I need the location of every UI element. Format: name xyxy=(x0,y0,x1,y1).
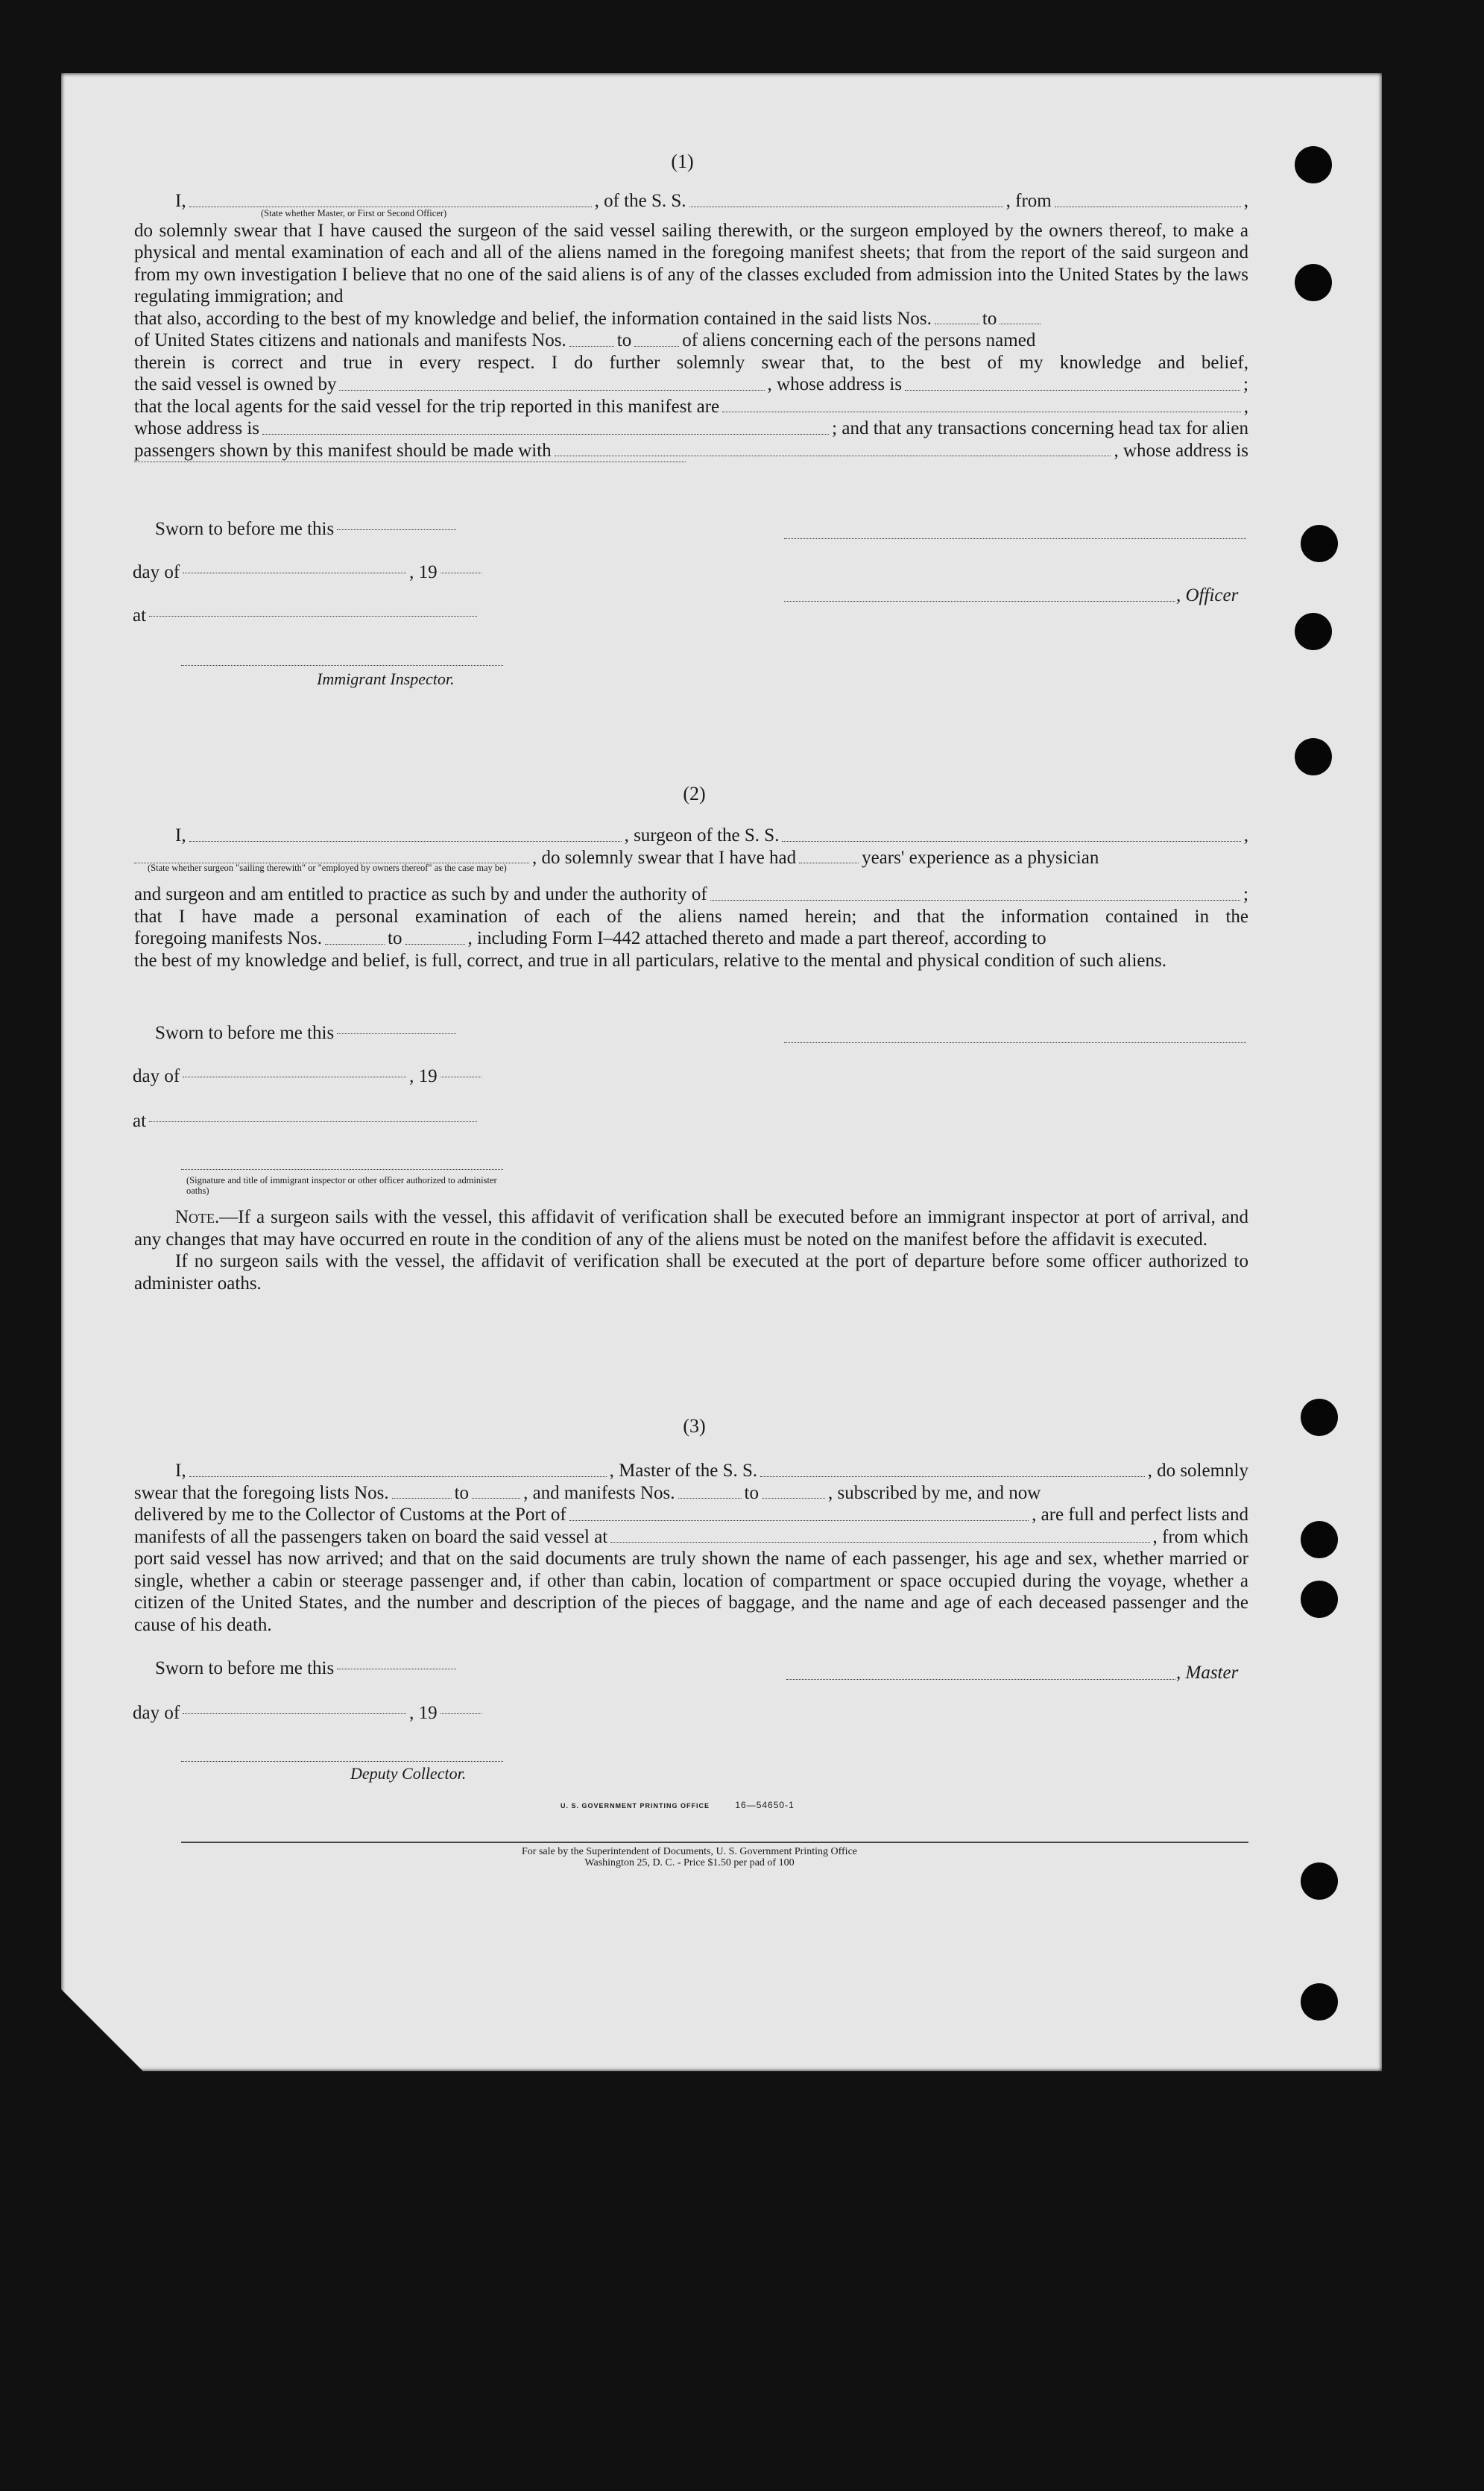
collector-port-line: delivered by me to the Collector of Customs at the Port of , are full and perfect lists and xyxy=(134,1505,1248,1525)
day-line-3: day of , 19 xyxy=(133,1703,484,1724)
surgeon-name-field[interactable] xyxy=(189,841,622,842)
section-2-heading: (2) xyxy=(683,783,706,804)
owner-field[interactable] xyxy=(339,390,764,391)
surgeon-signature-line[interactable] xyxy=(784,1042,1246,1043)
place-field[interactable] xyxy=(149,615,477,617)
at-line-1: at xyxy=(133,605,480,626)
note-paragraph-1: Note.—If a surgeon sails with the vessel, this affidavit of verification shall be executed before an immigrant inspector at port of arrival, and any changes that may have occurred en route in the condition of any of the aliens must be noted on the manifest before the affidavit is executed. xyxy=(134,1207,1248,1250)
authority-line: and surgeon and am entitled to practice as such by and under the authority of ; xyxy=(134,884,1248,904)
sale-notice: For sale by the Superintendent of Documents, U. S. Government Printing Office Washington 25, D. C. - Price $1.50 per pad of 100 xyxy=(522,1846,857,1868)
agents-line: that the local agents for the said vessel for the trip reported in this manifest are , xyxy=(134,396,1248,417)
printing-office-stamp: U. S. GOVERNMENT PRINTING OFFICE 16—54650-1 xyxy=(561,1800,795,1810)
lists-line-3: swear that the foregoing lists Nos. to , and manifests Nos. to , subscribed by me, and now xyxy=(134,1482,1041,1503)
footer-divider xyxy=(181,1842,1248,1843)
note-block xyxy=(134,1206,1248,1294)
manifests-line: of United States citizens and nationals and manifests Nos. to of aliens concerning each of the persons named xyxy=(134,330,1036,350)
agents-address-line: whose address is ; and that any transactions concerning head tax for alien xyxy=(134,418,1248,438)
section-3-text xyxy=(134,1460,1248,1636)
head-tax-address-line xyxy=(134,462,1248,467)
correctness-line: therein is correct and true in every respect. I do further solemnly swear that, to the best of my knowledge and belief, xyxy=(134,352,1248,373)
s2-sworn-date-field[interactable] xyxy=(337,1033,456,1034)
master-name-field[interactable] xyxy=(189,1476,607,1477)
agents-address-field[interactable] xyxy=(262,434,829,435)
s3-manifests-from-field[interactable] xyxy=(678,1498,742,1499)
master-line-3: I, , Master of the S. S. , do solemnly xyxy=(175,1461,1248,1481)
folded-corner xyxy=(61,1989,143,2071)
day-line-1: day of , 19 xyxy=(133,562,484,583)
signature-title-note: (Signature and title of immigrant inspector or other officer authorized to administer oaths) xyxy=(186,1175,497,1196)
surgeon-vessel-field[interactable] xyxy=(782,841,1240,842)
s3-lists-from-field[interactable] xyxy=(392,1498,452,1499)
surgeon-status-note: (State whether surgeon "sailing therewith" or "employed by owners thereof" as the case may be) xyxy=(148,863,507,873)
condition-paragraph: the best of my knowledge and belief, is full, correct, and true in all particulars, relative to the mental and physical condition of such aliens. xyxy=(134,950,1166,971)
lists-line: that also, according to the best of my knowledge and belief, the information contained in the said lists Nos. to xyxy=(134,308,1248,330)
officer-label: , Officer xyxy=(1176,585,1239,605)
sworn-line-1: Sworn to before me this xyxy=(155,519,459,540)
sworn-line-3: Sworn to before me this xyxy=(155,1658,459,1679)
officer-signature-line[interactable] xyxy=(784,601,1175,602)
s3-vessel-field[interactable] xyxy=(760,1476,1144,1477)
master-line: I, , of the S. S. , from , xyxy=(175,191,1248,211)
owner-address-field[interactable] xyxy=(905,390,1240,391)
master-signature-line[interactable] xyxy=(786,1679,1175,1680)
collector-port-field[interactable] xyxy=(569,1520,1029,1521)
month-field[interactable] xyxy=(183,572,406,573)
at-line-2: at xyxy=(133,1111,480,1132)
s3-sworn-date-field[interactable] xyxy=(337,1668,456,1669)
binder-hole xyxy=(1295,264,1332,301)
authority-field[interactable] xyxy=(710,900,1240,901)
binder-hole xyxy=(1301,1983,1338,2021)
s3-lists-to-field[interactable] xyxy=(472,1498,520,1499)
note-paragraph-2: If no surgeon sails with the vessel, the affidavit of verification shall be executed at the port of departure before some officer authorized to administer oaths. xyxy=(134,1251,1248,1294)
binder-hole xyxy=(1301,1521,1338,1558)
binder-hole xyxy=(1295,613,1332,650)
manifests-to-field[interactable] xyxy=(634,346,679,347)
head-tax-line: passengers shown by this manifest should be made with , whose address is xyxy=(134,440,1248,461)
s2-manifests-to-field[interactable] xyxy=(405,944,465,945)
day-line-2: day of , 19 xyxy=(133,1066,484,1087)
experience-line: , do solemnly swear that I have had years' experience as a physician xyxy=(134,847,1248,869)
embark-port-field[interactable] xyxy=(610,1542,1149,1543)
binder-hole xyxy=(1301,525,1338,562)
sworn-line-2: Sworn to before me this xyxy=(155,1023,459,1044)
s2-year-field[interactable] xyxy=(441,1076,481,1077)
year-field[interactable] xyxy=(441,572,481,573)
sworn-date-field[interactable] xyxy=(337,529,456,530)
manifests-from-field[interactable] xyxy=(569,346,614,347)
owner-line: the said vessel is owned by , whose address is ; xyxy=(134,374,1248,394)
passenger-details-paragraph: port said vessel has now arrived; and that on the said documents are truly shown the name of each passenger, his age and sex, whether married or single, whether a cabin or steerage passenger and, if other than cabin, location of compartment or space occupied during the voyage, whether a citizen of the United States, and the number and description of the pieces of baggage, and the name and age of each deceased passenger and the cause of his death. xyxy=(134,1549,1248,1635)
inspector-label: Immigrant Inspector. xyxy=(317,670,455,688)
signature-line[interactable] xyxy=(784,538,1246,539)
s2-place-field[interactable] xyxy=(149,1121,477,1122)
embark-port-line: manifests of all the passengers taken on board the said vessel at , from which xyxy=(134,1526,1248,1547)
s3-manifests-to-field[interactable] xyxy=(762,1498,825,1499)
master-label: , Master xyxy=(1176,1663,1239,1683)
collector-label: Deputy Collector. xyxy=(350,1764,467,1783)
s2-month-field[interactable] xyxy=(183,1076,406,1077)
s2-manifests-from-field[interactable] xyxy=(325,944,385,945)
inspector-signature-line[interactable] xyxy=(181,665,503,666)
s3-month-field[interactable] xyxy=(183,1713,406,1714)
oath-paragraph: do solemnly swear that I have caused the surgeon of the said vessel sailing therewith, or the surgeon employed by the owners thereof, to make a physical and mental examination of each and all of the aliens named in the foregoing manifest sheets; that from the report of the said surgeon and from my own investigation I believe that no one of the said aliens is of any of the classes excluded from admission into the United States by the laws regulating immigration; and xyxy=(134,220,1248,306)
section-2-text xyxy=(134,825,1248,971)
s3-year-field[interactable] xyxy=(441,1713,481,1714)
s2-inspector-signature-line[interactable] xyxy=(181,1169,503,1170)
examination-line: that I have made a personal examination of each of the aliens named herein; and that the information contained in the xyxy=(134,906,1248,927)
section-1-text xyxy=(134,190,1248,467)
section-1-heading: (1) xyxy=(671,151,694,172)
collector-signature-line[interactable] xyxy=(181,1761,503,1762)
binder-hole xyxy=(1295,738,1332,775)
surgeon-line: I, , surgeon of the S. S. , xyxy=(175,825,1248,845)
officer-title-note: (State whether Master, or First or Second Officer) xyxy=(261,207,447,218)
binder-hole xyxy=(1301,1581,1338,1618)
section-3-heading: (3) xyxy=(683,1415,706,1437)
form-line: foregoing manifests Nos. to , including Form I–442 attached thereto and made a part thereof, according to xyxy=(134,928,1046,948)
